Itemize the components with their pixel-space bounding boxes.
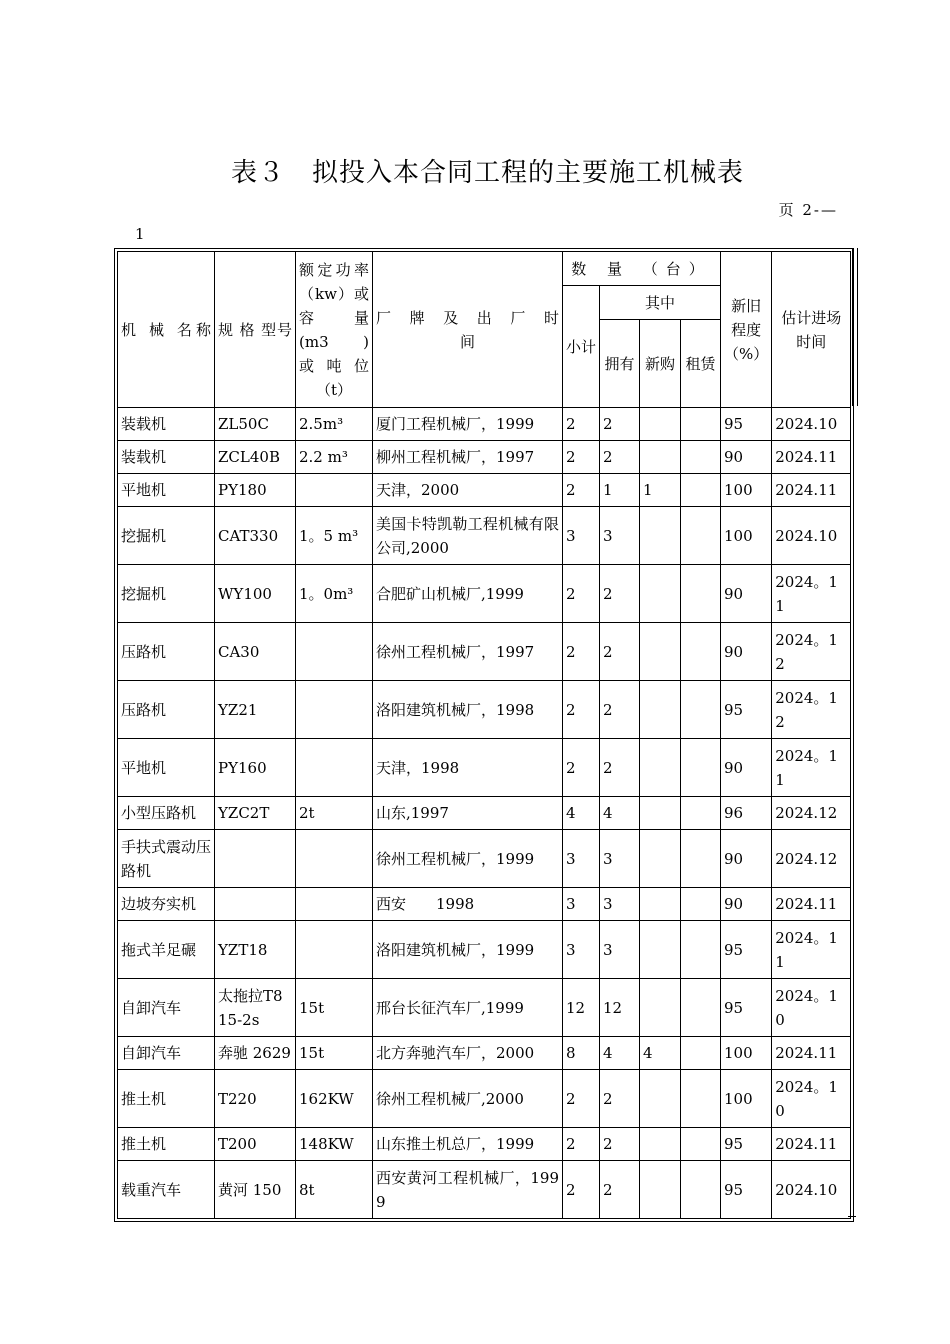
cell-name: 压路机 xyxy=(118,623,215,681)
cell-lease xyxy=(681,408,721,441)
cell-name: 自卸汽车 xyxy=(118,1037,215,1070)
cell-subtotal: 2 xyxy=(563,474,600,507)
cell-maker: 西安黄河工程机械厂，1999 xyxy=(373,1161,563,1219)
cell-arrival: 2024.11 xyxy=(772,441,851,474)
cell-model xyxy=(215,830,296,888)
table-row xyxy=(118,507,851,565)
cell-model: ZL50C xyxy=(215,408,296,441)
cell-lease xyxy=(681,830,721,888)
cell-maker: 邢台长征汽车厂,1999 xyxy=(373,979,563,1037)
cell-subtotal: 2 xyxy=(563,408,600,441)
cell-owned: 2 xyxy=(600,681,640,739)
cell-owned: 2 xyxy=(600,441,640,474)
cell-maker: 徐州工程机械厂,2000 xyxy=(373,1070,563,1128)
header-new-buy: 新购 xyxy=(640,320,681,408)
cell-model: 太拖拉T815-2s xyxy=(215,979,296,1037)
cell-power: 2t xyxy=(296,797,373,830)
cell-maker: 天津，1998 xyxy=(373,739,563,797)
table-row xyxy=(118,1070,851,1128)
cell-model: PY160 xyxy=(215,739,296,797)
cell-new-buy xyxy=(640,441,681,474)
cell-new-buy: 1 xyxy=(640,474,681,507)
page-number: 页 2-— xyxy=(778,201,838,219)
cell-condition: 95 xyxy=(721,408,772,441)
cell-power: 148KW xyxy=(296,1128,373,1161)
page-number-continued: 1 xyxy=(135,225,145,243)
cell-new-buy xyxy=(640,1070,681,1128)
header-lease: 租赁 xyxy=(681,320,721,408)
cell-maker: 洛阳建筑机械厂，1999 xyxy=(373,921,563,979)
cell-arrival: 2024.11 xyxy=(772,1037,851,1070)
cell-condition: 90 xyxy=(721,830,772,888)
cell-lease xyxy=(681,441,721,474)
cell-model: T200 xyxy=(215,1128,296,1161)
table-row xyxy=(118,888,851,921)
table-row xyxy=(118,921,851,979)
cell-subtotal: 3 xyxy=(563,888,600,921)
cell-subtotal: 2 xyxy=(563,681,600,739)
cell-lease xyxy=(681,1070,721,1128)
cell-model: CA30 xyxy=(215,623,296,681)
cell-subtotal: 3 xyxy=(563,507,600,565)
cell-owned: 1 xyxy=(600,474,640,507)
cell-condition: 96 xyxy=(721,797,772,830)
cell-subtotal: 2 xyxy=(563,1070,600,1128)
cell-condition: 95 xyxy=(721,1128,772,1161)
cell-power: 2.5m³ xyxy=(296,408,373,441)
header-quantity: 数 量 （台） xyxy=(563,252,721,286)
cell-power: 1。0m³ xyxy=(296,565,373,623)
cell-power xyxy=(296,830,373,888)
cell-owned: 2 xyxy=(600,1128,640,1161)
header-power xyxy=(296,252,373,408)
cell-name: 自卸汽车 xyxy=(118,979,215,1037)
cell-maker: 合肥矿山机械厂,1999 xyxy=(373,565,563,623)
header-power-line1: 额定功率（kw）或 xyxy=(299,260,369,303)
cell-new-buy xyxy=(640,739,681,797)
cell-name: 装载机 xyxy=(118,441,215,474)
cell-lease xyxy=(681,1037,721,1070)
cell-subtotal: 4 xyxy=(563,797,600,830)
cell-name: 装载机 xyxy=(118,408,215,441)
cell-condition: 90 xyxy=(721,623,772,681)
cell-arrival: 2024.12 xyxy=(772,797,851,830)
cell-new-buy xyxy=(640,921,681,979)
cell-condition: 90 xyxy=(721,441,772,474)
header-name: 机 械 名称 xyxy=(118,252,215,408)
cell-arrival: 2024.10 xyxy=(772,1161,851,1219)
cell-power xyxy=(296,739,373,797)
cell-owned: 12 xyxy=(600,979,640,1037)
cell-name: 平地机 xyxy=(118,739,215,797)
cell-maker: 天津，2000 xyxy=(373,474,563,507)
cell-new-buy xyxy=(640,830,681,888)
cell-condition: 95 xyxy=(721,681,772,739)
cell-maker: 徐州工程机械厂，1997 xyxy=(373,623,563,681)
cell-model: PY180 xyxy=(215,474,296,507)
table-row xyxy=(118,681,851,739)
cell-condition: 100 xyxy=(721,474,772,507)
cell-subtotal: 3 xyxy=(563,921,600,979)
cell-lease xyxy=(681,681,721,739)
cell-new-buy xyxy=(640,979,681,1037)
cell-new-buy xyxy=(640,507,681,565)
cell-condition: 95 xyxy=(721,1161,772,1219)
cell-arrival: 2024。11 xyxy=(772,565,851,623)
cell-name: 挖掘机 xyxy=(118,507,215,565)
cell-lease xyxy=(681,1128,721,1161)
cell-model: 奔驰 2629 xyxy=(215,1037,296,1070)
header-owned: 拥有 xyxy=(600,320,640,408)
cell-subtotal: 8 xyxy=(563,1037,600,1070)
cell-new-buy xyxy=(640,797,681,830)
cell-condition: 90 xyxy=(721,565,772,623)
cell-owned: 2 xyxy=(600,565,640,623)
cell-arrival: 2024。12 xyxy=(772,681,851,739)
cell-new-buy xyxy=(640,681,681,739)
cell-owned: 4 xyxy=(600,797,640,830)
cell-condition: 100 xyxy=(721,1037,772,1070)
cell-subtotal: 2 xyxy=(563,739,600,797)
cell-subtotal: 2 xyxy=(563,1161,600,1219)
cell-power: 8t xyxy=(296,1161,373,1219)
cell-model xyxy=(215,888,296,921)
cell-name: 边坡夯实机 xyxy=(118,888,215,921)
cell-power xyxy=(296,681,373,739)
cell-lease xyxy=(681,507,721,565)
cell-maker: 北方奔驰汽车厂，2000 xyxy=(373,1037,563,1070)
cell-name: 手扶式震动压路机 xyxy=(118,830,215,888)
cell-arrival: 2024。10 xyxy=(772,1070,851,1128)
cell-lease xyxy=(681,474,721,507)
cell-maker: 柳州工程机械厂，1997 xyxy=(373,441,563,474)
cell-power xyxy=(296,888,373,921)
cell-new-buy xyxy=(640,1128,681,1161)
cell-model: T220 xyxy=(215,1070,296,1128)
cell-name: 压路机 xyxy=(118,681,215,739)
cell-maker: 山东,1997 xyxy=(373,797,563,830)
cell-name: 拖式羊足碾 xyxy=(118,921,215,979)
table-row xyxy=(118,797,851,830)
cell-power: 1。5 m³ xyxy=(296,507,373,565)
cell-maker: 山东推土机总厂，1999 xyxy=(373,1128,563,1161)
cell-model: YZC2T xyxy=(215,797,296,830)
cell-new-buy xyxy=(640,1161,681,1219)
cell-name: 载重汽车 xyxy=(118,1161,215,1219)
cell-model: ZCL40B xyxy=(215,441,296,474)
cell-subtotal: 2 xyxy=(563,1128,600,1161)
cell-model: WY100 xyxy=(215,565,296,623)
header-power-line2: 容 量 xyxy=(299,308,369,327)
cell-power xyxy=(296,921,373,979)
cell-arrival: 2024.11 xyxy=(772,474,851,507)
cell-arrival: 2024。10 xyxy=(772,979,851,1037)
cell-lease xyxy=(681,739,721,797)
cell-power xyxy=(296,623,373,681)
cell-lease xyxy=(681,921,721,979)
cell-lease xyxy=(681,797,721,830)
cell-maker: 美国卡特凯勒工程机械有限公司,2000 xyxy=(373,507,563,565)
cell-condition: 90 xyxy=(721,888,772,921)
table-row xyxy=(118,408,851,441)
cell-lease xyxy=(681,565,721,623)
cell-condition: 90 xyxy=(721,739,772,797)
cell-power: 2.2 m³ xyxy=(296,441,373,474)
table-row xyxy=(118,1037,851,1070)
header-maker-line2: 间 xyxy=(459,332,475,351)
cell-subtotal: 2 xyxy=(563,441,600,474)
cell-power: 15t xyxy=(296,1037,373,1070)
cell-arrival: 2024。11 xyxy=(772,921,851,979)
cell-condition: 95 xyxy=(721,979,772,1037)
cell-owned: 3 xyxy=(600,921,640,979)
cell-arrival: 2024。11 xyxy=(772,739,851,797)
machinery-table xyxy=(117,251,851,1219)
cell-owned: 2 xyxy=(600,623,640,681)
header-power-line3: (m3 ) xyxy=(299,332,369,351)
cell-new-buy xyxy=(640,408,681,441)
cell-model: YZT18 xyxy=(215,921,296,979)
cell-maker: 洛阳建筑机械厂，1998 xyxy=(373,681,563,739)
cell-model: CAT330 xyxy=(215,507,296,565)
cell-name: 小型压路机 xyxy=(118,797,215,830)
cell-owned: 2 xyxy=(600,739,640,797)
cell-model: 黄河 150 xyxy=(215,1161,296,1219)
cell-lease xyxy=(681,888,721,921)
cell-name: 推土机 xyxy=(118,1070,215,1128)
table-row xyxy=(118,474,851,507)
cell-owned: 2 xyxy=(600,1070,640,1128)
cell-power: 162KW xyxy=(296,1070,373,1128)
header-model: 规 格 型号 xyxy=(215,252,296,408)
cell-lease xyxy=(681,979,721,1037)
cell-maker: 西安 1998 xyxy=(373,888,563,921)
header-power-line4: 或 吨 位 xyxy=(299,356,369,375)
cell-subtotal: 3 xyxy=(563,830,600,888)
cell-name: 挖掘机 xyxy=(118,565,215,623)
header-arrival: 估计进场时间 xyxy=(772,252,851,408)
cell-owned: 2 xyxy=(600,408,640,441)
page-title: 表３ 拟投入本合同工程的主要施工机械表 xyxy=(230,158,744,188)
table-body xyxy=(118,408,851,1219)
cell-owned: 3 xyxy=(600,507,640,565)
cell-new-buy xyxy=(640,888,681,921)
cell-owned: 3 xyxy=(600,830,640,888)
header-condition: 新旧程度（%） xyxy=(721,252,772,408)
cell-maker: 徐州工程机械厂，1999 xyxy=(373,830,563,888)
table-row xyxy=(118,830,851,888)
cell-arrival: 2024。12 xyxy=(772,623,851,681)
cell-owned: 2 xyxy=(600,1161,640,1219)
header-power-line5: （t） xyxy=(315,380,353,399)
cell-subtotal: 12 xyxy=(563,979,600,1037)
cell-name: 推土机 xyxy=(118,1128,215,1161)
table-row xyxy=(118,739,851,797)
cell-arrival: 2024.11 xyxy=(772,1128,851,1161)
cell-arrival: 2024.10 xyxy=(772,408,851,441)
cell-new-buy: 4 xyxy=(640,1037,681,1070)
table-row xyxy=(118,979,851,1037)
table-row xyxy=(118,1161,851,1219)
cell-arrival: 2024.12 xyxy=(772,830,851,888)
table-row xyxy=(118,1128,851,1161)
cell-lease xyxy=(681,623,721,681)
cell-power: 15t xyxy=(296,979,373,1037)
header-maker xyxy=(373,252,563,408)
table-row xyxy=(118,565,851,623)
cell-lease xyxy=(681,1161,721,1219)
cell-arrival: 2024.11 xyxy=(772,888,851,921)
cell-maker: 厦门工程机械厂，1999 xyxy=(373,408,563,441)
table-row xyxy=(118,441,851,474)
table-frame xyxy=(114,248,854,1222)
cell-condition: 95 xyxy=(721,921,772,979)
cell-new-buy xyxy=(640,565,681,623)
cell-condition: 100 xyxy=(721,1070,772,1128)
cell-new-buy xyxy=(640,623,681,681)
header-of-which: 其中 xyxy=(600,286,721,320)
cell-owned: 3 xyxy=(600,888,640,921)
cell-subtotal: 2 xyxy=(563,623,600,681)
cell-owned: 4 xyxy=(600,1037,640,1070)
cell-condition: 100 xyxy=(721,507,772,565)
header-subtotal: 小计 xyxy=(563,286,600,408)
table-row xyxy=(118,623,851,681)
header-maker-line1: 厂 牌 及 出 厂 时 xyxy=(376,308,559,327)
cell-power xyxy=(296,474,373,507)
cell-name: 平地机 xyxy=(118,474,215,507)
cell-arrival: 2024.10 xyxy=(772,507,851,565)
cell-subtotal: 2 xyxy=(563,565,600,623)
cell-model: YZ21 xyxy=(215,681,296,739)
